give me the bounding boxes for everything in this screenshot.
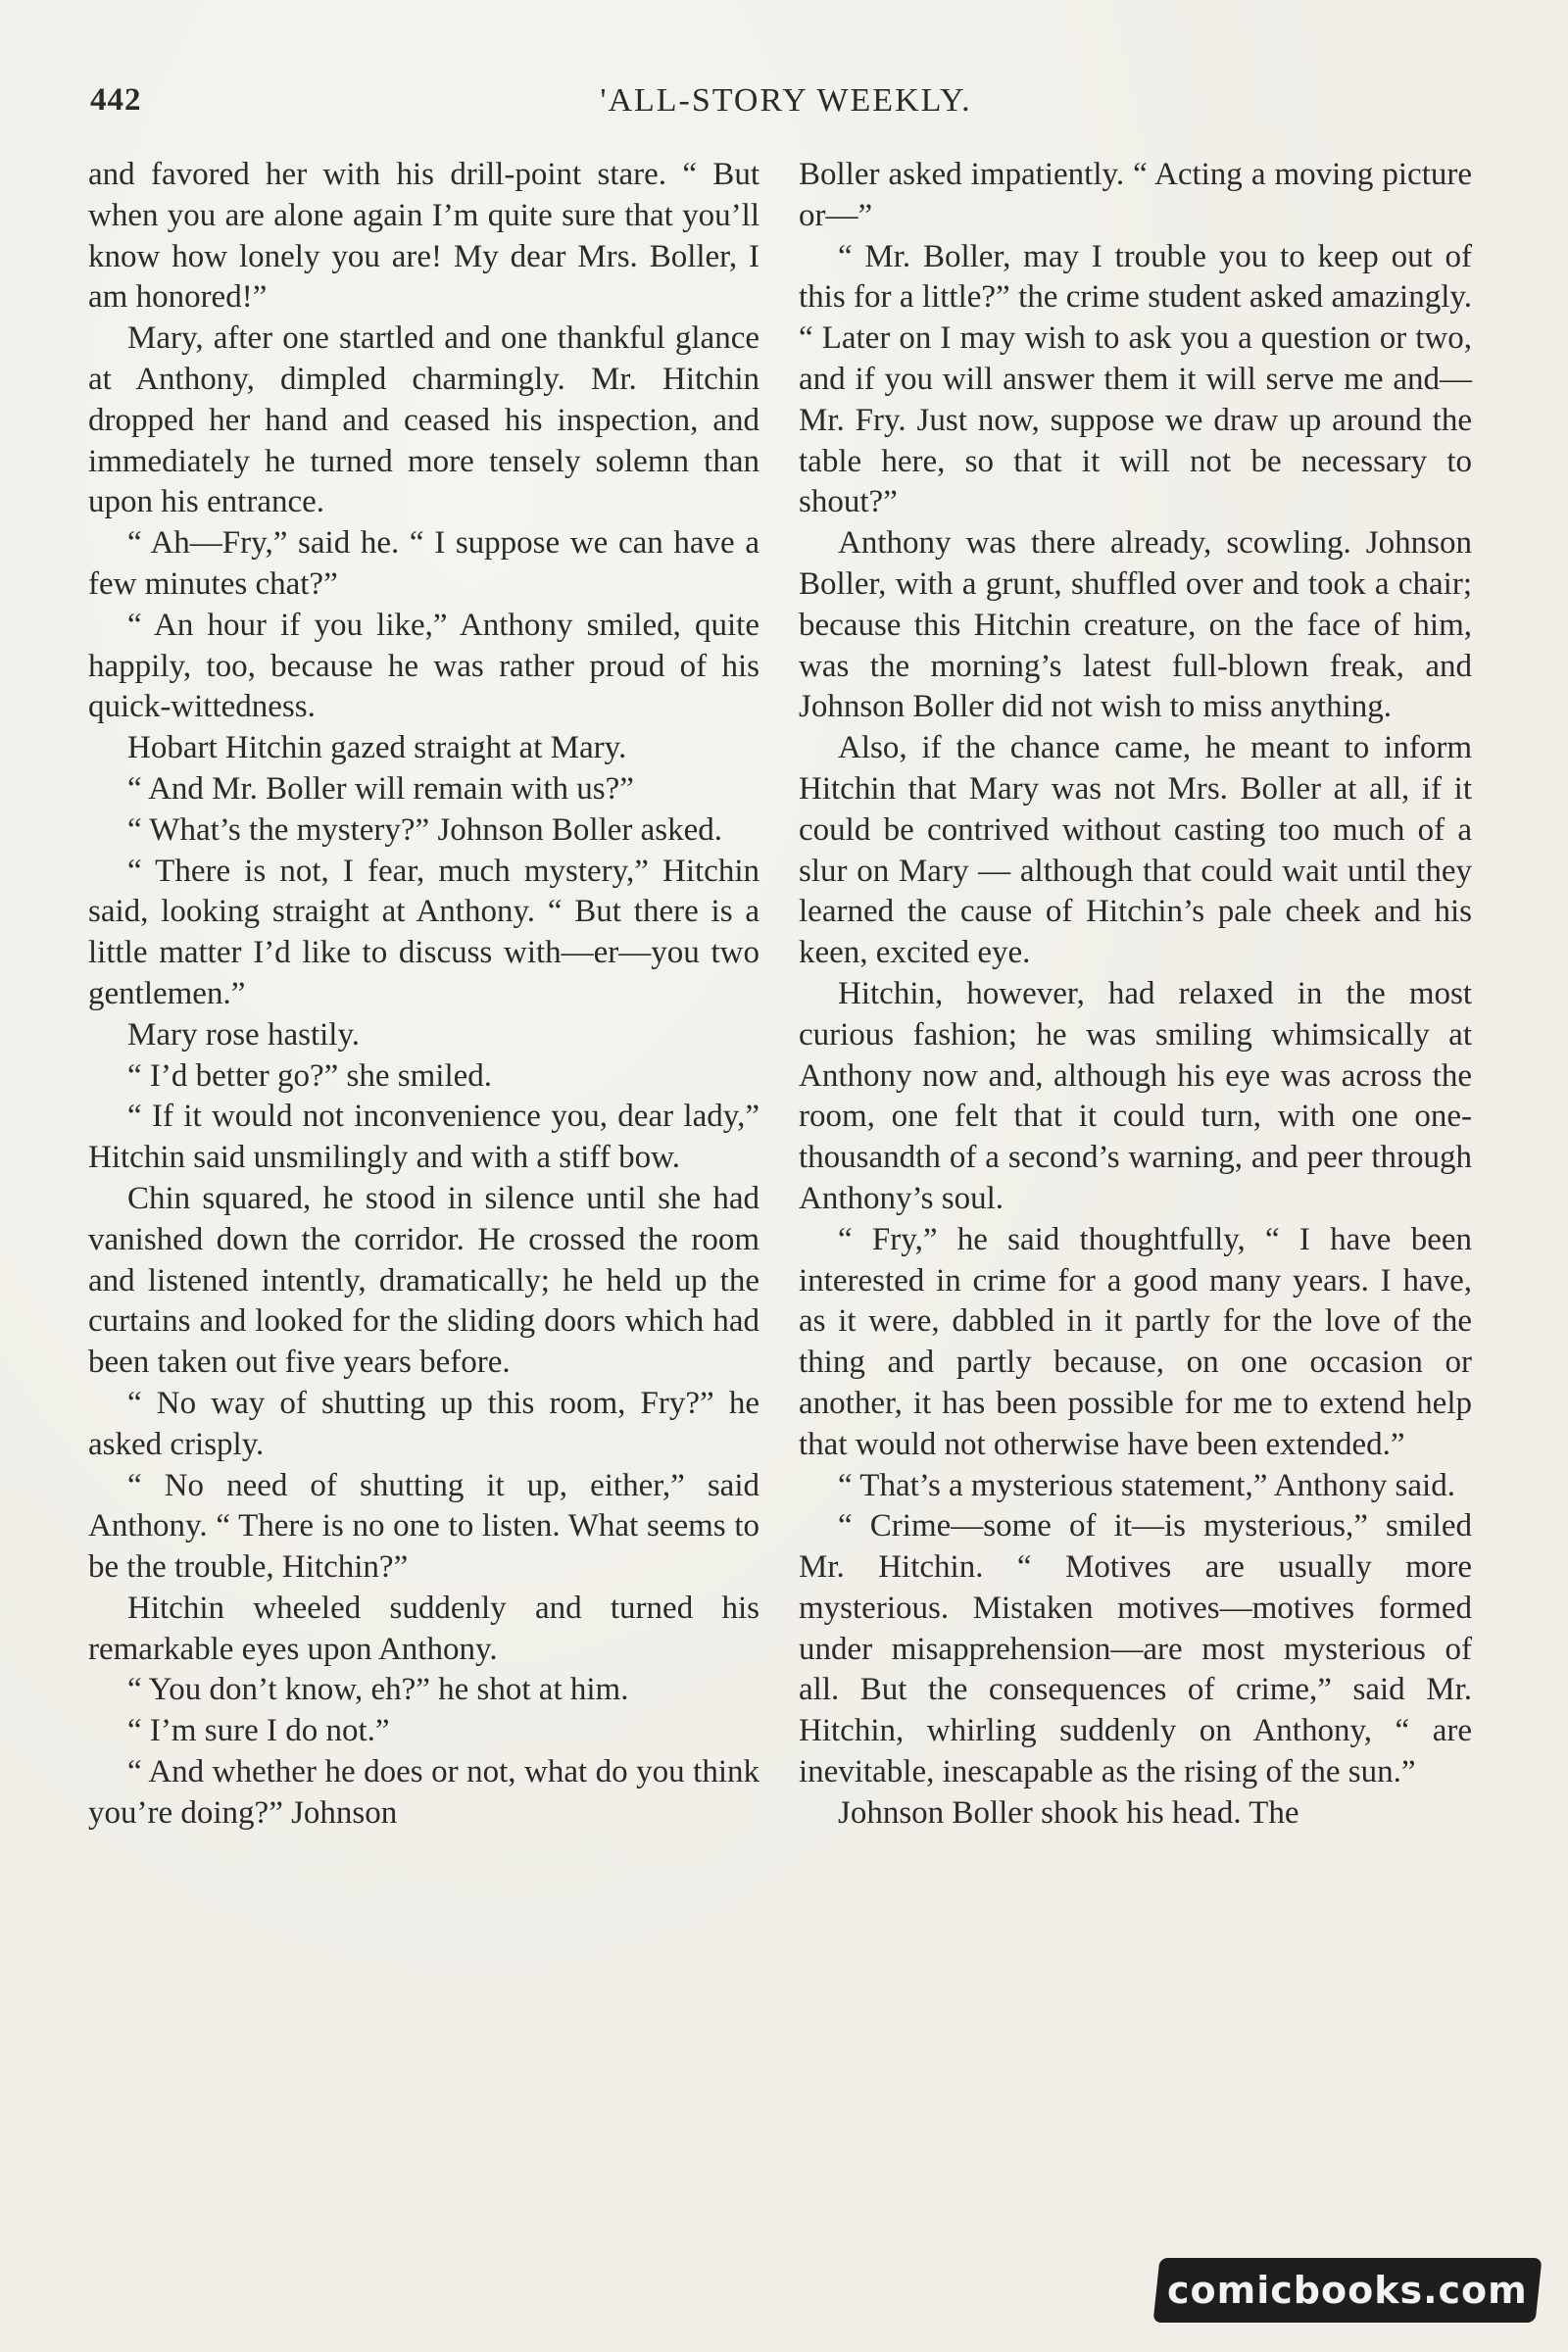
page-number: 442 — [90, 82, 142, 118]
paragraph: “ Mr. Boller, may I trouble you to keep out of this for a little?” the crime student asked amazingly. “ Later on I may wish to ask you a question or two, and if you will answer them it will serve me and—Mr. Fry. Just now, suppose we draw up around the table here, so that it will not be necessary to shout?” — [799, 238, 1472, 520]
paragraph: Hitchin wheeled suddenly and turned his remarkable eyes upon Anthony. — [88, 1590, 760, 1667]
paragraph: “ I’d better go?” she smiled. — [127, 1057, 493, 1094]
running-head: 'ALL-STORY WEEKLY. — [600, 82, 972, 119]
paragraph: “ No way of shutting up this room, Fry?” he asked crisply. — [88, 1385, 760, 1462]
paragraph: “ And whether he does or not, what do you think you’re doing?” Johnson — [88, 1754, 760, 1831]
paragraph: Hitchin, however, had relaxed in the most curious fashion; he was smiling whimsically at Anthony now and, although his eye was across the room, one felt that it could turn, with one one-thousandth of a second’s warning, and peer through Anthony’s soul. — [799, 975, 1472, 1216]
paragraph: “ And Mr. Boller will remain with us?” — [127, 770, 634, 807]
paragraph: “ That’s a mysterious statement,” Anthony said. — [838, 1467, 1455, 1503]
left-column — [88, 155, 760, 1835]
paragraph: Johnson Boller shook his head. The — [838, 1794, 1299, 1831]
paragraph: Mary rose hastily. — [127, 1016, 361, 1053]
paragraph: and favored her with his drill-point stare. “ But when you are alone again I’m quite sure that you’ll know how lonely you are! My dear Mrs. Boller, I am honored!” — [88, 157, 760, 316]
watermark-badge — [1153, 2258, 1543, 2323]
paragraph: “ I’m sure I do not.” — [127, 1713, 390, 1749]
paragraph: “ Ah—Fry,” said he. “ I suppose we can have a few minutes chat?” — [88, 525, 760, 602]
right-column — [799, 155, 1472, 1835]
paragraph: Mary, after one startled and one thankful glance at Anthony, dimpled charmingly. Mr. Hitchin dropped her hand and ceased his inspection, and immediately he turned more tensely solemn than upon his entrance. — [88, 320, 760, 520]
paragraph: “ Crime—some of it—is mysterious,” smiled Mr. Hitchin. “ Motives are usually more mysterious. Mistaken motives—motives formed under misapprehension—are most mysterious of all. But the consequences of crime,” said Mr. Hitchin, whirling suddenly on Anthony, “ are inevitable, inescapable as the rising of the sun.” — [799, 1508, 1472, 1790]
paragraph: Boller asked impatiently. “ Acting a moving picture or—” — [799, 157, 1472, 233]
paragraph: “ No need of shutting it up, either,” said Anthony. “ There is no one to listen. What seems to be the trouble, Hitchin?” — [88, 1467, 760, 1586]
paragraph: “ There is not, I fear, much mystery,” Hitchin said, looking straight at Anthony. “ But there is a little matter I’d like to discuss with—er—you two gentlemen.” — [88, 853, 760, 1011]
paragraph: “ An hour if you like,” Anthony smiled, quite happily, too, because he was rather proud of his quick-wittedness. — [88, 607, 760, 725]
page-header — [90, 82, 1482, 131]
paragraph: Also, if the chance came, he meant to inform Hitchin that Mary was not Mrs. Boller at all, if it could be contrived without casting too much of a slur on Mary — although that could wait until they learned the cause of Hitchin’s pale cheek and his keen, excited eye. — [799, 730, 1472, 971]
paragraph: Hobart Hitchin gazed straight at Mary. — [127, 730, 627, 766]
watermark-text: comicbooks.com — [1167, 2269, 1528, 2312]
paragraph: “ What’s the mystery?” Johnson Boller asked. — [127, 811, 723, 848]
paragraph: “ Fry,” he said thoughtfully, “ I have been interested in crime for a good many years. I have, as it were, dabbled in it partly for the love of the thing and partly because, on one occasion or another, it has been possible for me to extend help that would not otherwise have been extended.” — [799, 1221, 1472, 1462]
paragraph: “ If it would not inconvenience you, dear lady,” Hitchin said unsmilingly and with a stiff bow. — [88, 1099, 760, 1176]
paragraph: “ You don’t know, eh?” he shot at him. — [127, 1672, 629, 1708]
paragraph: Chin squared, he stood in silence until she had vanished down the corridor. He crossed the room and listened intently, dramatically; he held up the curtains and looked for the sliding doors which had been taken out five years before. — [88, 1180, 760, 1381]
paragraph: Anthony was there already, scowling. Johnson Boller, with a grunt, shuffled over and took a chair; because this Hitchin creature, on the face of him, was the morning’s latest full-blown freak, and Johnson Boller did not wish to miss anything. — [799, 525, 1472, 725]
